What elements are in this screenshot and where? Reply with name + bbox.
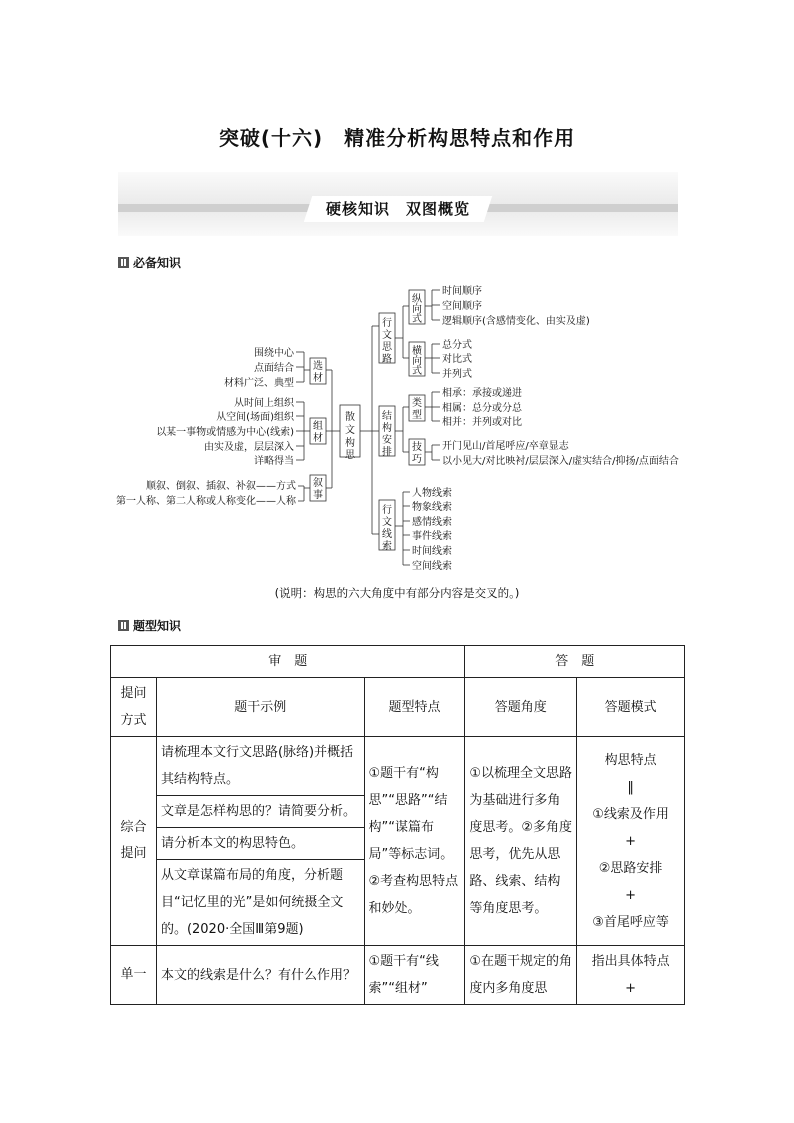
diagram-item: 第一人称、第二人称或人称变化——人称 xyxy=(116,496,296,507)
node-zongxiang-2: 向 xyxy=(412,304,422,315)
mode-line: 构思特点 xyxy=(604,752,657,768)
node-narration-2: 事 xyxy=(313,490,323,501)
header-angle: 答题角度 xyxy=(465,678,577,737)
banner-text: 硬核知识 双图概览 xyxy=(325,200,470,218)
node-xiansuo-1: 行 xyxy=(382,505,392,516)
header-example: 题干示例 xyxy=(156,678,364,737)
pause-icon xyxy=(118,257,129,268)
table-row xyxy=(111,678,685,737)
section-banner xyxy=(118,172,678,236)
node-xiansuo-3: 线 xyxy=(382,529,392,540)
diagram-item: 事件线索 xyxy=(412,531,452,542)
header-mode: 答题模式 xyxy=(577,678,685,737)
node-jiegou-3: 安 xyxy=(382,435,392,446)
diagram-item: 空间线索 xyxy=(412,561,452,572)
diagram-item: 感情线索 xyxy=(412,517,452,528)
center-node-3: 构 xyxy=(345,438,355,449)
diagram-item: 开门见山/首尾呼应/卒章显志 xyxy=(442,441,569,452)
diagram-item: 相属：总分或分总 xyxy=(442,403,522,414)
table-row xyxy=(111,946,685,1005)
node-zongxiang-1: 纵 xyxy=(412,294,422,305)
diagram-item: 从空间(场面)组织 xyxy=(216,412,294,423)
mode-line: 指出具体特点 xyxy=(591,954,670,969)
node-organize-1: 组 xyxy=(313,421,323,432)
section-heading-2 xyxy=(118,617,181,634)
mode-line: ③首尾呼应等 xyxy=(592,914,669,930)
node-jiqiao-1: 技 xyxy=(412,442,422,453)
example-cell: 请梳理本文行文思路(脉络)并概括其结构特点。 xyxy=(156,737,364,796)
diagram-item: 物象线索 xyxy=(412,502,452,513)
example-cell: 文章是怎样构思的？请简要分析。 xyxy=(156,796,364,828)
node-xingwen-2: 文 xyxy=(382,330,392,341)
mode-line: ②思路安排 xyxy=(598,860,663,876)
mode-cell xyxy=(577,737,685,946)
header-dati: 答 题 xyxy=(465,646,685,678)
node-xiansuo-4: 索 xyxy=(382,541,392,552)
diagram-note: (说明：构思的六大角度中有部分内容是交叉的。) xyxy=(274,586,520,600)
table-row xyxy=(111,737,685,796)
header-feature: 题型特点 xyxy=(364,678,465,737)
center-node-1: 散 xyxy=(345,412,355,423)
diagram-item: 时间线索 xyxy=(412,546,452,557)
diagram-item: 顺叙、倒叙、插叙、补叙——方式 xyxy=(146,481,296,492)
node-narration-1: 叙 xyxy=(313,478,323,489)
feature-cell: ①题干有“构思”“思路”“结构”“谋篇布局”等标志词。②考查构思特点和妙处。 xyxy=(364,737,465,946)
diagram-item: 以某一事物或情感为中心(线索) xyxy=(156,427,294,438)
diagram-item: 对比式 xyxy=(442,354,472,365)
concept-map xyxy=(0,280,794,580)
diagram-item: 材料广泛、典型 xyxy=(224,378,294,389)
diagram-item: 逻辑顺序(含感情变化、由实及虚) xyxy=(442,316,590,327)
node-leixing-2: 型 xyxy=(412,410,422,421)
diagram-item: 总分式 xyxy=(442,340,472,351)
node-jiegou-4: 排 xyxy=(382,447,392,458)
section-heading-2-label: 题型知识 xyxy=(133,619,182,633)
feature-cell: ①题干有“线索”“组材” xyxy=(364,946,465,1005)
node-jiegou-1: 结 xyxy=(382,411,392,422)
diagram-item: 以小见大/对比映衬/层层深入/虚实结合/抑扬/点面结合 xyxy=(442,456,679,467)
mode-line: ①线索及作用 xyxy=(592,806,669,822)
diagram-item: 并列式 xyxy=(442,369,472,380)
diagram-item: 人物线索 xyxy=(412,488,452,499)
node-xingwen-3: 思 xyxy=(382,342,392,353)
node-hengxiang-2: 向 xyxy=(412,356,422,367)
mode-line: ‖ xyxy=(627,779,634,795)
node-leixing-1: 类 xyxy=(412,398,422,409)
angle-cell: ①以梳理全文思路为基础进行多角度思考。②多角度思考，优先从思路、线索、结构等角度思考。 xyxy=(465,737,577,946)
table-row xyxy=(111,646,685,678)
example-cell: 请分析本文的构思特色。 xyxy=(156,828,364,860)
diagram-item: 由实及虚，层层深入 xyxy=(204,442,294,453)
node-selection-1: 选 xyxy=(313,361,323,372)
mode-line: + xyxy=(625,833,637,849)
node-zongxiang-3: 式 xyxy=(412,314,422,325)
question-type-table xyxy=(110,645,685,1005)
node-selection-2: 材 xyxy=(313,373,323,384)
center-node-2: 文 xyxy=(345,425,355,436)
node-hengxiang-1: 横 xyxy=(412,346,422,357)
mode-line: + xyxy=(625,887,637,903)
angle-cell: ①在题干规定的角度内多角度思 xyxy=(465,946,577,1005)
node-xiansuo-2: 文 xyxy=(382,517,392,528)
diagram-item: 点面结合 xyxy=(254,363,294,374)
pause-icon xyxy=(118,620,129,631)
center-node-4: 思 xyxy=(345,450,355,461)
mode-line: + xyxy=(625,981,637,996)
diagram-item: 从时间上组织 xyxy=(234,398,294,409)
header-way: 提问方式 xyxy=(111,678,157,737)
node-xingwen-4: 路 xyxy=(382,354,392,365)
section-heading-1 xyxy=(118,254,181,271)
diagram-item: 相并：并列或对比 xyxy=(442,417,522,428)
node-xingwen-1: 行 xyxy=(382,318,392,329)
diagram-item: 围绕中心 xyxy=(254,348,294,359)
example-cell: 从文章谋篇布局的角度，分析题目“记忆里的光”是如何统摄全文的。(2020·全国Ⅲ第9题) xyxy=(156,860,364,946)
example-cell: 本文的线索是什么？有什么作用？ xyxy=(156,946,364,1005)
group-label: 单一 xyxy=(111,946,157,1005)
header-shenti: 审 题 xyxy=(111,646,465,678)
node-jiegou-2: 构 xyxy=(382,423,392,434)
node-jiqiao-2: 巧 xyxy=(412,454,422,465)
page-title: 突破(十六) 精准分析构思特点和作用 xyxy=(218,126,576,150)
diagram-item: 详略得当 xyxy=(254,456,294,467)
diagram-item: 相承：承接或递进 xyxy=(442,388,522,399)
node-organize-2: 材 xyxy=(313,433,323,444)
diagram-item: 空间顺序 xyxy=(442,301,482,312)
diagram-item: 时间顺序 xyxy=(442,286,482,297)
section-heading-1-label: 必备知识 xyxy=(133,256,182,270)
node-hengxiang-3: 式 xyxy=(412,366,422,377)
mode-cell xyxy=(577,946,685,1005)
group-label: 综合提问 xyxy=(111,737,157,946)
